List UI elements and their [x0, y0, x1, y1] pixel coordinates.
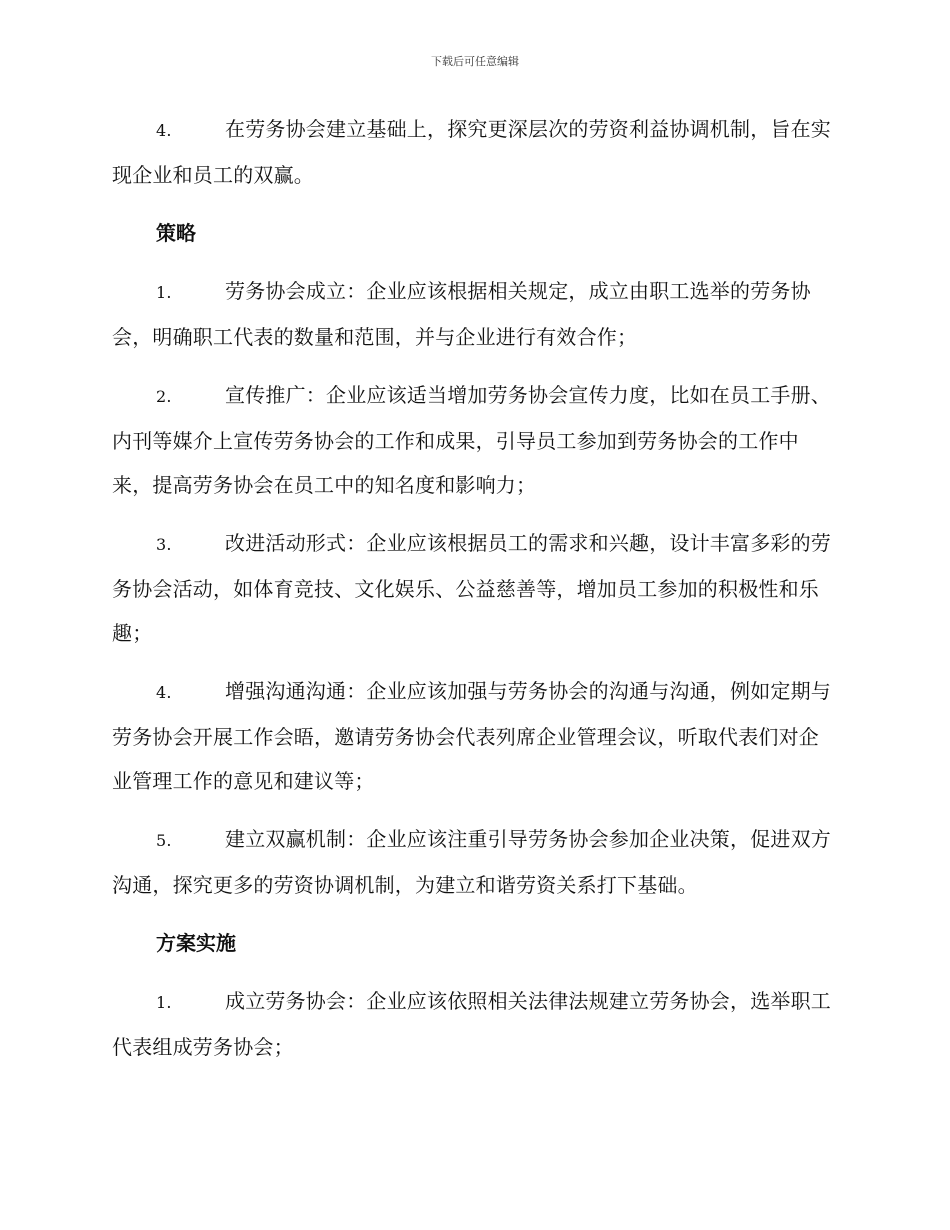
- list-text: 成立劳务协会：企业应该依照相关法律法规建立劳务协会，选举职工代表组成劳务协会；: [112, 989, 831, 1059]
- strategy-list-item: [112, 669, 836, 803]
- list-text: 劳务协会成立：企业应该根据相关规定，成立由职工选举的劳务协会，明确职工代表的数量和范围，并与企业进行有效合作；: [112, 279, 811, 349]
- list-number: 3.: [156, 535, 172, 554]
- strategy-list-item: [112, 521, 836, 655]
- list-number: 4.: [156, 121, 172, 140]
- section-heading-implementation: 方案实施: [156, 931, 236, 955]
- list-number: 1.: [156, 283, 172, 302]
- list-text: 改进活动形式：企业应该根据员工的需求和兴趣，设计丰富多彩的劳务协会活动，如体育竞技、文化娱乐、公益慈善等，增加员工参加的积极性和乐趣；: [112, 531, 831, 645]
- intro-list-item: [112, 107, 836, 197]
- list-text: 在劳务协会建立基础上，探究更深层次的劳资利益协调机制，旨在实现企业和员工的双赢。: [112, 117, 831, 187]
- strategy-list-item: [112, 373, 836, 507]
- document-body: [112, 107, 836, 1083]
- list-text: 宣传推广：企业应该适当增加劳务协会宣传力度，比如在员工手册、内刊等媒介上宣传劳务协会的工作和成果，引导员工参加到劳务协会的工作中来，提高劳务协会在员工中的知名度和影响力；: [112, 383, 831, 497]
- header-note: 下载后可任意编辑: [431, 55, 519, 68]
- list-number: 1.: [156, 993, 172, 1012]
- list-number: 5.: [156, 831, 172, 850]
- list-text: 增强沟通沟通：企业应该加强与劳务协会的沟通与沟通，例如定期与劳务协会开展工作会晤，邀请劳务协会代表列席企业管理会议，听取代表们对企业管理工作的意见和建议等；: [112, 679, 831, 793]
- strategy-list-item: [112, 269, 836, 359]
- list-text: 建立双赢机制：企业应该注重引导劳务协会参加企业决策，促进双方沟通，探究更多的劳资协调机制，为建立和谐劳资关系打下基础。: [112, 827, 831, 897]
- list-number: 4.: [156, 683, 172, 702]
- strategy-list-item: [112, 817, 836, 907]
- implementation-list-item: [112, 979, 836, 1069]
- list-number: 2.: [156, 387, 172, 406]
- section-heading-strategy: 策略: [156, 221, 196, 245]
